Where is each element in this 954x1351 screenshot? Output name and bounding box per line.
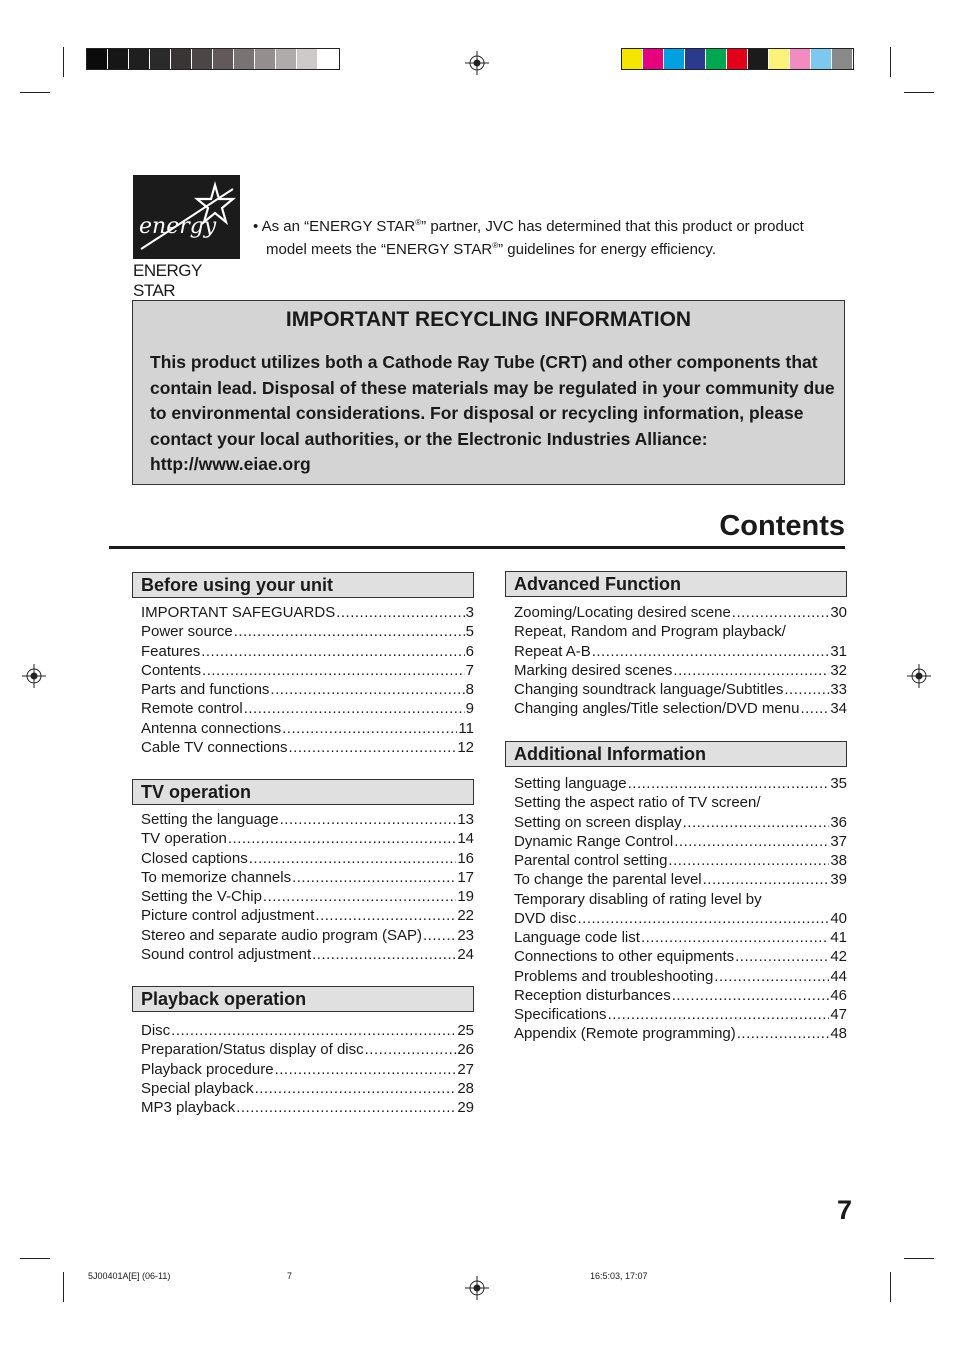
toc-entry-title: To change the parental level xyxy=(514,871,702,889)
toc-entry-title: Closed captions xyxy=(141,849,248,867)
toc-list-advanced-function xyxy=(514,603,847,719)
leader-dots xyxy=(336,603,464,622)
toc-entry-page: 33 xyxy=(830,681,847,698)
energy-star-icon xyxy=(133,175,240,259)
section-header-tv-operation xyxy=(132,779,474,805)
toc-entry-page: 8 xyxy=(465,681,474,698)
leader-dots xyxy=(365,1040,457,1059)
registration-target-icon xyxy=(907,664,931,688)
toc-entry-title: Special playback xyxy=(141,1079,254,1097)
toc-list-playback-operation xyxy=(141,1021,474,1117)
calibration-swatch xyxy=(622,49,643,69)
toc-entry-page: 30 xyxy=(830,604,847,621)
section-title: Playback operation xyxy=(141,989,307,1009)
toc-entry-title: To memorize channels xyxy=(141,868,292,886)
toc-entry xyxy=(514,870,847,889)
toc-entry-page: 32 xyxy=(830,661,847,679)
section-title: Advanced Function xyxy=(514,574,682,594)
leader-dots xyxy=(270,680,464,699)
toc-entry xyxy=(141,1060,474,1079)
leader-dots xyxy=(674,832,829,851)
leader-dots xyxy=(255,1079,457,1098)
recycling-info-box xyxy=(132,300,845,485)
divider xyxy=(109,546,845,549)
toc-entry xyxy=(514,967,847,986)
toc-entry-title: Preparation/Status display of disc xyxy=(141,1041,364,1059)
toc-entry-page: 6 xyxy=(465,642,474,660)
section-header-additional-information xyxy=(505,741,847,767)
color-calibration-bar xyxy=(621,48,854,70)
leader-dots xyxy=(201,642,464,661)
footer-page: 7 xyxy=(287,1271,293,1281)
toc-entry xyxy=(141,738,474,757)
toc-entry xyxy=(141,1079,474,1098)
toc-entry xyxy=(514,680,847,699)
toc-entry xyxy=(141,642,474,661)
toc-entry-title: MP3 playback xyxy=(141,1099,236,1116)
toc-entry-title: Disc xyxy=(141,1022,171,1039)
leader-dots xyxy=(668,851,829,870)
calibration-swatch xyxy=(643,49,664,69)
calibration-swatch xyxy=(87,49,108,69)
toc-entry-title: Repeat, Random and Program playback/ xyxy=(514,623,786,641)
toc-entry-page: 34 xyxy=(830,700,847,718)
toc-entry-page: 24 xyxy=(457,945,474,963)
toc-entry xyxy=(141,868,474,887)
grayscale-calibration-bar xyxy=(86,48,340,70)
leader-dots xyxy=(578,909,830,928)
registration-target-icon xyxy=(22,664,46,688)
leader-dots xyxy=(236,1098,456,1117)
toc-entry-title: Sound control adjustment xyxy=(141,945,312,963)
leader-dots xyxy=(641,928,829,947)
toc-entry-title: Connections to other equipments xyxy=(514,948,735,966)
toc-entry-page: 40 xyxy=(830,909,847,927)
calibration-swatch xyxy=(234,49,255,69)
leader-dots xyxy=(737,1024,830,1043)
toc-entry-title: Parental control setting xyxy=(514,852,668,869)
leader-dots xyxy=(703,870,830,889)
toc-entry-page: 38 xyxy=(830,852,847,869)
toc-entry xyxy=(141,1098,474,1117)
leader-dots xyxy=(784,680,829,699)
toc-entry xyxy=(514,699,847,718)
toc-entry-title: Power source xyxy=(141,623,233,641)
crop-mark xyxy=(20,1258,50,1259)
toc-entry-page: 37 xyxy=(830,832,847,850)
leader-dots xyxy=(280,810,457,829)
calibration-swatch xyxy=(769,49,790,69)
toc-entry xyxy=(141,680,474,699)
toc-entry xyxy=(514,774,847,793)
crop-mark xyxy=(904,92,934,93)
toc-list-tv-operation xyxy=(141,810,474,964)
toc-entry-title: Antenna connections xyxy=(141,719,282,737)
calibration-swatch xyxy=(664,49,685,69)
toc-entry xyxy=(514,642,847,661)
leader-dots xyxy=(423,926,456,945)
calibration-swatch xyxy=(255,49,276,69)
toc-entry-page: 46 xyxy=(830,986,847,1004)
toc-entry-page: 35 xyxy=(830,775,847,792)
leader-dots xyxy=(244,699,465,718)
crop-mark xyxy=(890,1272,891,1302)
toc-entry-title: Features xyxy=(141,642,201,660)
recycling-title: IMPORTANT RECYCLING INFORMATION xyxy=(285,308,692,331)
toc-entry xyxy=(514,603,847,622)
toc-entry-title: Parts and functions xyxy=(141,681,270,698)
leader-dots xyxy=(282,719,457,738)
toc-entry-page: 44 xyxy=(830,967,847,985)
section-title: Additional Information xyxy=(514,744,706,764)
toc-entry-title: Specifications xyxy=(514,1006,607,1023)
leader-dots xyxy=(312,945,456,964)
toc-entry-page: 42 xyxy=(830,948,847,966)
toc-entry-page: 3 xyxy=(465,604,474,621)
recycling-body: This product utilizes both a Cathode Ray Tube (CRT) and other components that contain lead. Disposal of these materials may be regulated in your community due to environmental considerations. For disposal or recycling information, please contact your local authorities, or the Electronic Industries Alliance: http://www.eiae.org xyxy=(150,352,835,474)
toc-entry xyxy=(514,1005,847,1024)
toc-entry-title: Temporary disabling of rating level by xyxy=(514,890,762,908)
toc-entry-page: 48 xyxy=(830,1025,847,1043)
toc-entry-title: Setting the V-Chip xyxy=(141,888,262,905)
toc-entry-title: Setting the aspect ratio of TV screen/ xyxy=(514,794,761,812)
leader-dots xyxy=(288,738,456,757)
footer-code: 5J00401A[E] (06-11) xyxy=(88,1271,171,1281)
calibration-swatch xyxy=(150,49,171,69)
toc-entry-page: 17 xyxy=(457,868,474,886)
toc-entry-title: Contents xyxy=(141,661,202,679)
leader-dots xyxy=(683,813,830,832)
toc-entry-page: 14 xyxy=(457,830,474,848)
registered-mark: ® xyxy=(492,241,499,250)
toc-entry xyxy=(514,832,847,851)
toc-entry xyxy=(514,1024,847,1043)
toc-entry xyxy=(141,622,474,641)
calibration-swatch xyxy=(171,49,192,69)
toc-entry-page: 39 xyxy=(830,871,847,889)
toc-entry-title: Playback procedure xyxy=(141,1060,274,1078)
leader-dots xyxy=(292,868,456,887)
calibration-swatch xyxy=(811,49,832,69)
toc-entry xyxy=(514,928,847,947)
energy-star-statement xyxy=(253,213,853,259)
toc-entry xyxy=(141,810,474,829)
section-title: Before using your unit xyxy=(141,575,334,595)
leader-dots xyxy=(234,622,465,641)
page-number: 7 xyxy=(836,1195,852,1225)
leader-dots xyxy=(592,642,830,661)
leader-dots xyxy=(732,603,830,622)
leader-dots xyxy=(628,774,830,793)
toc-entry xyxy=(141,603,474,622)
toc-entry-page: 47 xyxy=(830,1006,847,1023)
toc-list-before-using xyxy=(141,603,474,757)
toc-entry-page: 31 xyxy=(830,642,847,660)
statement-text: ” partner, JVC has determined that this product or product xyxy=(421,218,804,235)
toc-entry-title: Setting language xyxy=(514,775,627,792)
calibration-swatch xyxy=(832,49,853,69)
registration-target-icon xyxy=(465,1276,489,1300)
leader-dots xyxy=(735,947,829,966)
toc-entry-page: 11 xyxy=(458,719,474,737)
toc-entry-title: Picture control adjustment xyxy=(141,907,315,925)
calibration-swatch xyxy=(213,49,234,69)
toc-entry-page: 9 xyxy=(465,700,474,718)
toc-entry-title: Dynamic Range Control xyxy=(514,832,674,850)
toc-entry-title: TV operation xyxy=(141,830,227,848)
toc-entry-page: 13 xyxy=(457,811,474,828)
registration-target-icon xyxy=(465,51,489,75)
toc-entry xyxy=(141,719,474,738)
leader-dots xyxy=(315,906,456,925)
calibration-swatch xyxy=(318,49,339,69)
toc-entry xyxy=(514,661,847,680)
toc-entry xyxy=(514,813,847,832)
toc-entry-page: 25 xyxy=(457,1022,474,1039)
calibration-swatch xyxy=(790,49,811,69)
toc-entry-title: Repeat A-B xyxy=(514,642,591,660)
leader-dots xyxy=(608,1005,830,1024)
section-header-advanced-function xyxy=(505,571,847,597)
calibration-swatch xyxy=(748,49,769,69)
toc-entry-page: 12 xyxy=(457,738,474,756)
toc-entry xyxy=(141,849,474,868)
toc-entry xyxy=(514,851,847,870)
calibration-swatch xyxy=(727,49,748,69)
energy-star-script: energy xyxy=(139,214,217,239)
crop-mark xyxy=(904,1258,934,1259)
toc-entry-title: Cable TV connections xyxy=(141,738,288,756)
toc-entry xyxy=(141,926,474,945)
toc-entry-page: 7 xyxy=(465,661,474,679)
leader-dots xyxy=(800,699,829,718)
calibration-swatch xyxy=(297,49,318,69)
toc-entry-page: 26 xyxy=(457,1041,474,1059)
calibration-swatch xyxy=(192,49,213,69)
toc-entry xyxy=(141,1040,474,1059)
toc-entry-title: Problems and troubleshooting xyxy=(514,967,714,985)
leader-dots xyxy=(714,967,829,986)
crop-mark xyxy=(20,92,50,93)
toc-entry-title: Stereo and separate audio program (SAP) xyxy=(141,926,422,944)
toc-entry xyxy=(141,887,474,906)
registered-mark: ® xyxy=(415,218,422,227)
toc-entry xyxy=(514,947,847,966)
toc-list-additional-information xyxy=(514,774,847,1044)
toc-entry-page: 36 xyxy=(830,813,847,831)
toc-entry-title: Changing soundtrack language/Subtitles xyxy=(514,681,784,698)
leader-dots xyxy=(171,1021,456,1040)
toc-entry-title: Marking desired scenes xyxy=(514,661,673,679)
toc-entry-title: Setting on screen display xyxy=(514,813,682,831)
leader-dots xyxy=(263,887,456,906)
toc-entry-title: Changing angles/Title selection/DVD menu xyxy=(514,700,800,718)
energy-star-logo xyxy=(133,175,240,259)
toc-entry-page: 22 xyxy=(457,907,474,925)
leader-dots xyxy=(228,829,456,848)
footer-timestamp: 16:5:03, 17:07 xyxy=(590,1271,648,1281)
toc-entry xyxy=(141,661,474,680)
toc-entry-page: 5 xyxy=(465,623,474,641)
toc-entry xyxy=(141,1021,474,1040)
toc-entry-title: Zooming/Locating desired scene xyxy=(514,604,731,621)
toc-entry xyxy=(514,986,847,1005)
section-header-playback-operation xyxy=(132,986,474,1012)
toc-entry-page: 29 xyxy=(457,1099,474,1116)
toc-entry-title: Appendix (Remote programming) xyxy=(514,1025,736,1043)
leader-dots xyxy=(249,849,457,868)
toc-entry-title: Setting the language xyxy=(141,811,279,828)
section-title: TV operation xyxy=(141,782,252,802)
energy-star-label: ENERGY STAR xyxy=(133,261,202,300)
statement-text: • As an “ENERGY STAR xyxy=(253,218,416,235)
toc-entry-title: Remote control xyxy=(141,700,243,718)
toc-entry-page: 27 xyxy=(457,1060,474,1078)
toc-entry xyxy=(141,829,474,848)
leader-dots xyxy=(202,661,465,680)
toc-entry-page: 16 xyxy=(457,849,474,867)
toc-entry-page: 28 xyxy=(457,1079,474,1097)
toc-entry-title: DVD disc xyxy=(514,909,577,927)
leader-dots xyxy=(673,661,829,680)
toc-entry-page: 23 xyxy=(457,926,474,944)
toc-entry-title: Language code list xyxy=(514,929,640,946)
statement-text: ” guidelines for energy efficiency. xyxy=(498,241,716,258)
leader-dots xyxy=(275,1060,457,1079)
toc-entry xyxy=(141,699,474,718)
crop-mark xyxy=(63,47,64,77)
calibration-swatch xyxy=(129,49,150,69)
calibration-swatch xyxy=(108,49,129,69)
toc-entry xyxy=(514,909,847,928)
toc-entry-title: IMPORTANT SAFEGUARDS xyxy=(141,604,336,621)
toc-entry-title: Reception disturbances xyxy=(514,986,671,1004)
toc-entry-page: 41 xyxy=(830,929,847,946)
contents-title: Contents xyxy=(719,510,845,542)
toc-entry xyxy=(141,906,474,925)
toc-entry-page: 19 xyxy=(457,888,474,905)
section-header-before-using xyxy=(132,572,474,598)
leader-dots xyxy=(672,986,830,1005)
calibration-swatch xyxy=(685,49,706,69)
statement-text: model meets the “ENERGY STAR xyxy=(266,241,493,258)
calibration-swatch xyxy=(706,49,727,69)
toc-entry xyxy=(141,945,474,964)
crop-mark xyxy=(63,1272,64,1302)
crop-mark xyxy=(890,47,891,77)
calibration-swatch xyxy=(276,49,297,69)
